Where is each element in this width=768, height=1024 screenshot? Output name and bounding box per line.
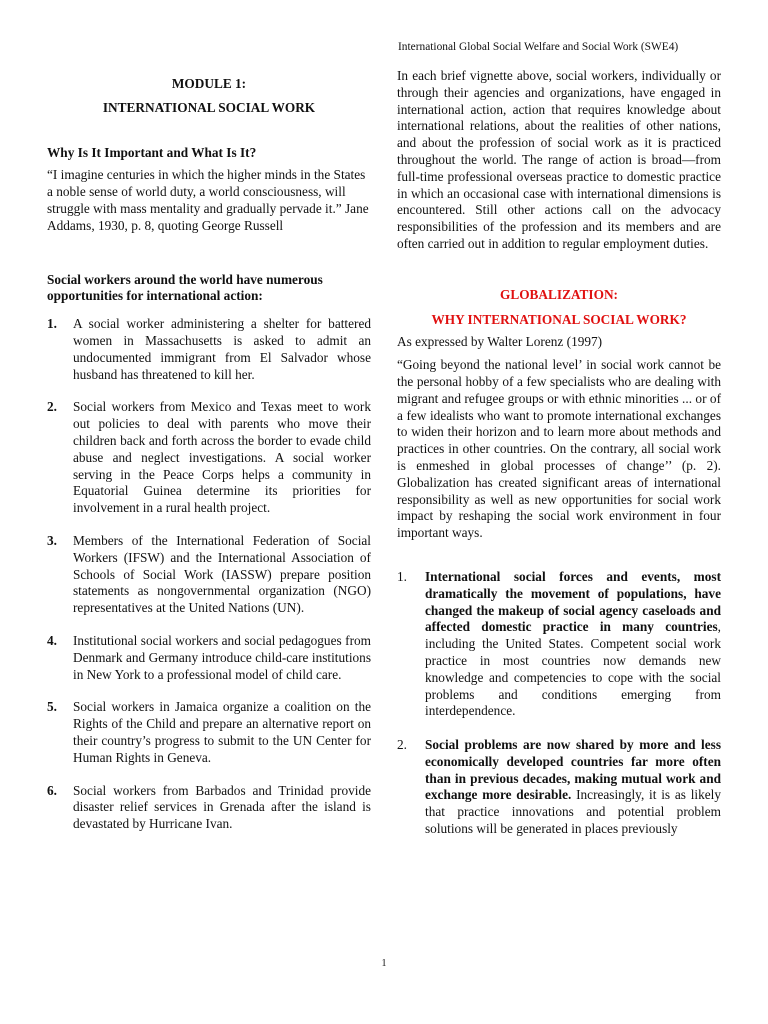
list-text: Social workers from Mexico and Texas meet to work out policies to deal with parents who move their children back and forth across the border to evade child abuse and neglect investigations. A social worker serving in the Peace Corps helps a community in Equatorial Guinea determine its priorities for involvement in a rural health project. [73,399,371,516]
left-column [47,68,371,849]
point-emphasis: International social forces and events, most dramatically the movement of populations, have changed the makeup of social agency caseloads and affected domestic practice in many countries [425,568,721,635]
list-number: 3. [47,532,57,548]
list-number: 6. [47,782,57,798]
list-number: 2. [47,399,57,415]
lorenz-quote: “Going beyond the national level’ in social work cannot be the personal hobby of a few specialists who are dealing with migrant and refugee groups or with ethnic minorities ... or of a few idealists who want to promote international exchanges to widen their horizon and to learn more about methods and practices in other countries. On the contrary, all social work is enmeshed in global processes of change’’ (p. 2). Globalization has created significant areas of international responsibility as well as new opportunities for social work impact by reshaping the social work environment in four important ways. [397,357,721,541]
list-item [47,533,371,617]
list-number: 5. [47,699,57,715]
list-item [397,737,721,838]
point-text: Increasingly, it is as likely that practice innovations and potential problem solutions will be generated in places previously [425,787,721,837]
list-item [397,569,721,720]
list-item [47,633,371,683]
list-item [47,783,371,833]
list-text: Members of the International Federation of Social Workers (IFSW) and the International Association of Schools of Social Work (IASSW) prepare position statements as nongovernmental organization (NGO) representatives at the United Nations (UN). [73,532,371,616]
globalization-heading: GLOBALIZATION: [500,286,618,302]
addams-quote: “I imagine centuries in which the higher minds in the States a noble sense of world duty, a world consciousness, will struggle with mass mentality and gradually pervade it.” Jane Addams, 1930, p. 8, quoting George Russell [47,167,369,233]
list-number: 1. [47,316,57,332]
list-number: 1. [397,568,407,584]
list-number: 2. [397,737,407,753]
list-text: A social worker administering a shelter for battered women in Massachusetts is asked to admit an undocumented immigrant from El Salvador whose husband has threatened to kill her. [73,316,371,382]
intro-statement: Social workers around the world have numerous opportunities for international action: [47,271,323,304]
module-number: MODULE 1: [171,76,247,91]
globalization-points [397,569,721,838]
module-title: INTERNATIONAL SOCIAL WORK [102,99,316,115]
vignette-summary: In each brief vignette above, social workers, individually or through their agencies and organizations, have engaged in international action, action that requires knowledge about international relations, about the realities of other nations, and about the profession of social work as it is practiced throughout the world. The range of action is broad—from full-time professional overseas practice to domestic practice in which an occasional case with international dimensions is encountered. Still other actions call on the advocacy responsibilities of the profession and its members and are often carried out in addition to regular employment duties. [397,68,721,251]
lorenz-attribution: As expressed by Walter Lorenz (1997) [397,334,603,350]
list-item [47,399,371,517]
running-header: International Global Social Welfare and Social Work (SWE4) [398,41,679,53]
list-text: Social workers in Jamaica organize a coalition on the Rights of the Child and prepare an alternative report on their country’s progress to submit to the UN Center for Human Rights in Geneva. [73,699,371,765]
globalization-subheading: WHY INTERNATIONAL SOCIAL WORK? [431,311,687,327]
point-text: , including the United States. Competent social work practice in most countries now demands new knowledge and competencies to cope with the social problems and conditions emerging from interdependence. [425,619,721,719]
page-number: 1 [381,958,387,969]
vignette-list [47,316,371,833]
list-text: Institutional social workers and social pedagogues from Denmark and Germany introduce child-care institutions in New York to a professional model of child care. [73,632,371,682]
list-number: 4. [47,632,57,648]
list-item [47,699,371,766]
list-text: Social workers from Barbados and Trinidad provide disaster relief services in Grenada after the island is devastated by Hurricane Ivan. [73,782,371,832]
list-item [47,316,371,383]
section-heading: Why Is It Important and What Is It? [47,144,257,160]
point-emphasis: Social problems are now shared by more and less economically developed countries far more often than in previous decades, making mutual work and exchange more desirable. [425,737,721,803]
right-column [397,68,721,855]
